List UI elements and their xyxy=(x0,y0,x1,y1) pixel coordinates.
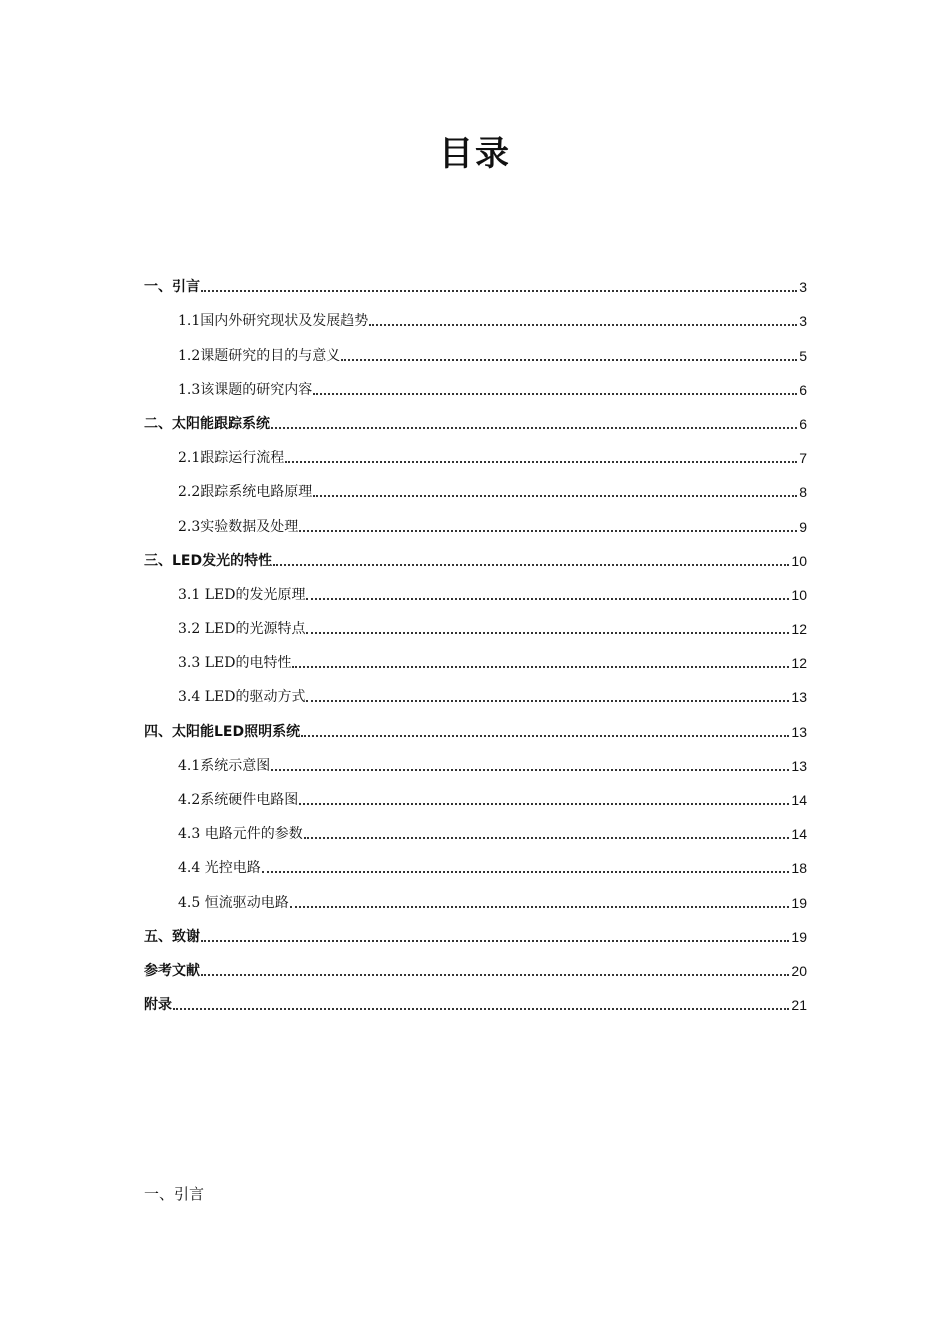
toc-entry[interactable] xyxy=(144,537,807,571)
section-heading: 一、引言 xyxy=(144,1185,205,1203)
toc-entry-page-number: 18 xyxy=(791,860,807,877)
dot-leader xyxy=(299,529,797,532)
toc-entry[interactable] xyxy=(144,571,807,605)
toc-entry-page-number: 10 xyxy=(791,552,807,569)
toc-entry-label: 4.1系统示意图 xyxy=(178,757,271,774)
toc-entry-page-number: 21 xyxy=(791,997,807,1014)
toc-entry-label: 二、太阳能跟踪系统 xyxy=(144,415,270,432)
toc-entry-label: 五、致谢 xyxy=(144,928,200,945)
toc-entry-label: 3.3 LED的电特性 xyxy=(178,655,292,672)
toc-entry-page-number: 3 xyxy=(799,313,807,330)
toc-entry-page-number: 12 xyxy=(791,655,807,672)
toc-entry[interactable] xyxy=(144,742,807,776)
dot-leader xyxy=(201,973,789,976)
toc-entry-page-number: 6 xyxy=(799,381,807,398)
dot-leader xyxy=(306,631,789,634)
toc-entry[interactable] xyxy=(144,947,807,981)
toc-entry[interactable] xyxy=(144,605,807,639)
toc-entry-page-number: 13 xyxy=(791,689,807,706)
dot-leader xyxy=(306,699,789,702)
toc-entry-label: 参考文献 xyxy=(144,962,200,979)
dot-leader xyxy=(273,563,789,566)
toc-entry[interactable] xyxy=(144,468,807,502)
dot-leader xyxy=(341,358,797,361)
dot-leader xyxy=(304,836,790,839)
dot-leader xyxy=(271,768,789,771)
toc-entry-page-number: 8 xyxy=(799,484,807,501)
dot-leader xyxy=(313,392,797,395)
toc-entry[interactable] xyxy=(144,366,807,400)
toc-entry-page-number: 5 xyxy=(799,347,807,364)
dot-leader xyxy=(173,1007,789,1010)
toc-entry[interactable] xyxy=(144,502,807,536)
toc-entry[interactable] xyxy=(144,844,807,878)
toc-entry[interactable] xyxy=(144,981,807,1015)
toc-entry-page-number: 7 xyxy=(799,450,807,467)
dot-leader xyxy=(262,870,790,873)
toc-entry-label: 1.3该课题的研究内容 xyxy=(178,381,313,398)
toc-entry-label: 2.3实验数据及处理 xyxy=(178,518,299,535)
toc-entry[interactable] xyxy=(144,707,807,741)
toc-entry-page-number: 9 xyxy=(799,518,807,535)
toc-entry-page-number: 13 xyxy=(791,757,807,774)
dot-leader xyxy=(369,323,797,326)
toc-entry-label: 三、LED发光的特性 xyxy=(144,552,273,569)
toc-entry-label: 4.4 光控电路 xyxy=(178,860,261,877)
toc-entry[interactable] xyxy=(144,913,807,947)
toc-entry-label: 4.5 恒流驱动电路 xyxy=(178,894,289,911)
toc-entry[interactable] xyxy=(144,810,807,844)
toc-entry[interactable] xyxy=(144,434,807,468)
toc-entry-page-number: 10 xyxy=(791,586,807,603)
toc-entry[interactable] xyxy=(144,639,807,673)
toc-entry-page-number: 13 xyxy=(791,723,807,740)
toc-entry-label: 1.1国内外研究现状及发展趋势 xyxy=(178,313,369,330)
toc-entry-page-number: 14 xyxy=(791,792,807,808)
dot-leader xyxy=(285,460,797,463)
page-title: 目录 xyxy=(439,134,511,174)
toc-entry-label: 3.4 LED的驱动方式 xyxy=(178,689,306,706)
toc-entry-label: 4.3 电路元件的参数 xyxy=(178,826,303,843)
toc-entry-label: 3.2 LED的光源特点 xyxy=(178,621,306,638)
toc-entry-label: 2.1跟踪运行流程 xyxy=(178,450,285,467)
toc-entry-page-number: 19 xyxy=(791,894,807,911)
toc-entry-page-number: 14 xyxy=(791,826,807,843)
dot-leader xyxy=(201,939,789,942)
toc-entry[interactable] xyxy=(144,263,807,297)
toc-entry-page-number: 19 xyxy=(791,928,807,945)
dot-leader xyxy=(299,802,789,805)
dot-leader xyxy=(306,597,789,600)
table-of-contents xyxy=(144,263,807,1015)
toc-entry[interactable] xyxy=(144,878,807,912)
toc-entry-page-number: 20 xyxy=(791,962,807,979)
dot-leader xyxy=(271,426,797,429)
toc-entry[interactable] xyxy=(144,673,807,707)
toc-entry-page-number: 6 xyxy=(799,415,807,432)
dot-leader xyxy=(290,905,790,908)
toc-entry[interactable] xyxy=(144,331,807,365)
toc-entry-label: 附录 xyxy=(144,997,172,1014)
dot-leader xyxy=(292,665,789,668)
toc-entry-label: 2.2跟踪系统电路原理 xyxy=(178,484,313,501)
toc-entry-page-number: 3 xyxy=(799,279,807,296)
toc-entry-page-number: 12 xyxy=(791,621,807,638)
toc-entry[interactable] xyxy=(144,297,807,331)
toc-entry[interactable] xyxy=(144,400,807,434)
dot-leader xyxy=(313,494,797,497)
dot-leader xyxy=(201,289,797,292)
toc-entry-label: 四、太阳能LED照明系统 xyxy=(144,723,301,740)
toc-entry-label: 4.2系统硬件电路图 xyxy=(178,792,299,808)
dot-leader xyxy=(301,734,789,737)
toc-entry-label: 1.2课题研究的目的与意义 xyxy=(178,347,341,364)
toc-entry[interactable] xyxy=(144,776,807,810)
toc-entry-label: 3.1 LED的发光原理 xyxy=(178,586,306,603)
toc-entry-label: 一、引言 xyxy=(144,279,200,296)
